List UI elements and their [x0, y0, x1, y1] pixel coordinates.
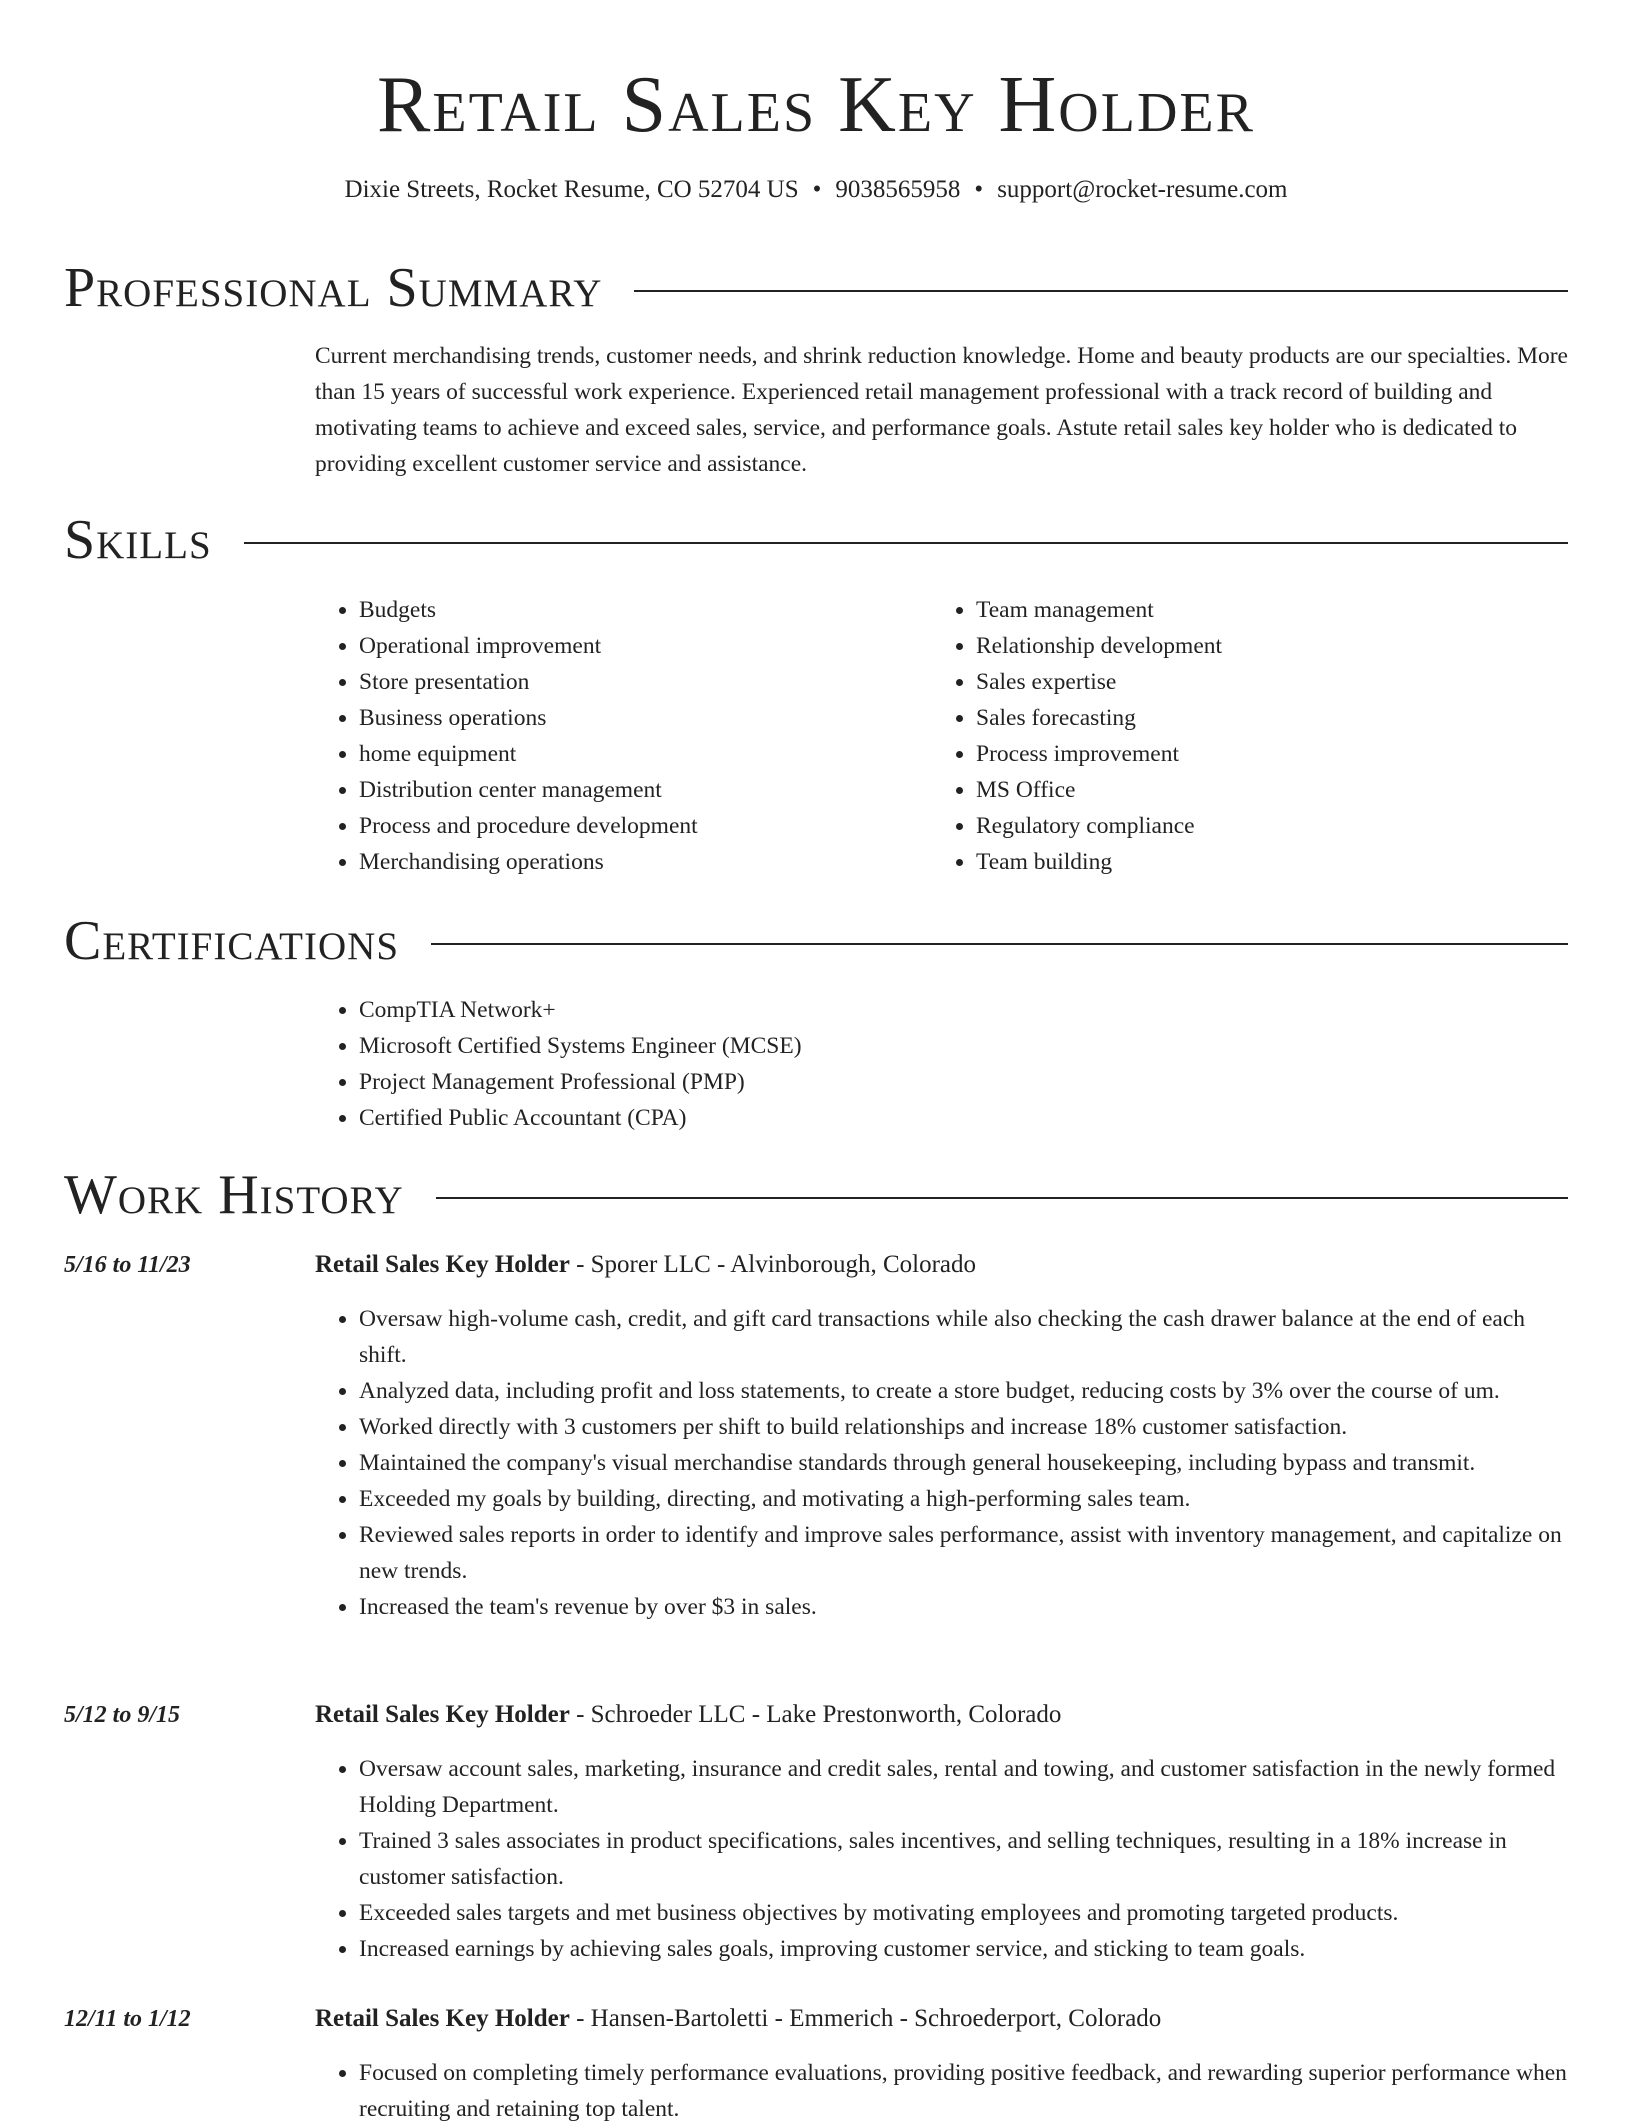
skill-item: • Operational improvement [359, 628, 915, 664]
contact-separator: • [974, 176, 984, 203]
contact-phone: 9038565958 [835, 176, 961, 203]
job-bullet-list [315, 2055, 1570, 2127]
section-divider [634, 290, 1568, 292]
candidate-name: Retail Sales Key Holder [377, 61, 1255, 149]
job-bullet-list [315, 1301, 1570, 1625]
work-history-section-title: Work History [64, 1164, 404, 1226]
job-bullet: • Exceeded sales targets and met business objectives by motivating employees and promoting targeted products. [359, 1895, 1570, 1931]
job-employer: - Schroeder LLC - Lake Prestonworth, Colorado [569, 1701, 1062, 1728]
job-bullet: • Focused on completing timely performance evaluations, providing positive feedback, and rewarding superior performance when recruiting and retaining top talent. [359, 2055, 1570, 2127]
section-divider [244, 542, 1568, 544]
skills-left-list [315, 592, 915, 880]
job-employer: - Hansen-Bartoletti - Emmerich - Schroederport, Colorado [569, 2005, 1162, 2032]
skill-item: • MS Office [976, 772, 1572, 808]
summary-section-header [64, 253, 1568, 323]
skill-item: • Process improvement [976, 736, 1572, 772]
job-bullets [315, 1751, 1570, 1967]
certifications-list [315, 992, 1570, 1136]
skill-item: • Regulatory compliance [976, 808, 1572, 844]
skill-item: • Budgets [359, 592, 915, 628]
job-heading [315, 1697, 1061, 1733]
summary-text: Current merchandising trends, customer needs, and shrink reduction knowledge. Home and beauty products are our specialties. More than 15 years of successful work experience. Experienced retail management professional with a track record of building and motivating teams to achieve and exceed sales, service, and performance goals. Astute retail sales key holder who is dedicated to providing excellent customer service and assistance. [315, 343, 1568, 477]
job-title: Retail Sales Key Holder [315, 1251, 570, 1278]
skills-section-title: Skills [64, 509, 212, 571]
job-bullet: • Oversaw account sales, marketing, insurance and credit sales, rental and towing, and customer satisfaction in the newly formed Holding Department. [359, 1751, 1570, 1823]
section-divider [436, 1197, 1568, 1199]
skill-item: • Merchandising operations [359, 844, 915, 880]
summary-section-title: Professional Summary [64, 257, 603, 319]
contact-separator: • [812, 176, 822, 203]
section-divider [431, 943, 1568, 945]
job-dates: 5/16 to 11/23 [64, 1252, 191, 1278]
job-bullet-list [315, 1751, 1570, 1967]
job-bullet: • Reviewed sales reports in order to identify and improve sales performance, assist with inventory management, and capitalize on new trends. [359, 1517, 1570, 1589]
work-history-section-header [64, 1160, 1568, 1230]
certifications-block [315, 992, 1570, 1136]
skill-item: • Relationship development [976, 628, 1572, 664]
skill-item: • Sales expertise [976, 664, 1572, 700]
skill-item: • home equipment [359, 736, 915, 772]
job-heading [315, 2001, 1161, 2037]
certification-item: • Microsoft Certified Systems Engineer (MCSE) [359, 1028, 1570, 1064]
contact-email: support@rocket-resume.com [997, 176, 1288, 203]
contact-line [0, 172, 1632, 208]
job-title: Retail Sales Key Holder [315, 1701, 570, 1728]
skill-item: • Process and procedure development [359, 808, 915, 844]
job-dates: 12/11 to 1/12 [64, 2006, 191, 2032]
job-bullet: • Maintained the company's visual merchandise standards through general housekeeping, including bypass and transmit. [359, 1445, 1570, 1481]
certifications-section-title: Certifications [64, 910, 400, 972]
skills-left-column [315, 592, 915, 880]
certification-item: • Project Management Professional (PMP) [359, 1064, 1570, 1100]
job-bullet: • Analyzed data, including profit and loss statements, to create a store budget, reducing costs by 3% over the course of um. [359, 1373, 1570, 1409]
certification-item: • Certified Public Accountant (CPA) [359, 1100, 1570, 1136]
job-employer: - Sporer LLC - Alvinborough, Colorado [569, 1251, 977, 1278]
skill-item: • Sales forecasting [976, 700, 1572, 736]
certification-item: • CompTIA Network+ [359, 992, 1570, 1028]
certifications-section-header [64, 906, 1568, 976]
skill-item: • Team building [976, 844, 1572, 880]
job-dates: 5/12 to 9/15 [64, 1702, 181, 1728]
job-heading [315, 1247, 976, 1283]
skill-item: • Distribution center management [359, 772, 915, 808]
skills-section-header [64, 505, 1568, 575]
job-bullet: • Exceeded my goals by building, directing, and motivating a high-performing sales team. [359, 1481, 1570, 1517]
skill-item: • Team management [976, 592, 1572, 628]
job-bullet: • Worked directly with 3 customers per shift to build relationships and increase 18% customer satisfaction. [359, 1409, 1570, 1445]
job-title: Retail Sales Key Holder [315, 2005, 570, 2032]
job-bullet: • Trained 3 sales associates in product specifications, sales incentives, and selling techniques, resulting in a 18% increase in customer satisfaction. [359, 1823, 1570, 1895]
job-bullet: • Oversaw high-volume cash, credit, and gift card transactions while also checking the cash drawer balance at the end of each shift. [359, 1301, 1570, 1373]
job-bullets [315, 1301, 1570, 1625]
skill-item: • Store presentation [359, 664, 915, 700]
job-bullet: • Increased earnings by achieving sales goals, improving customer service, and sticking to team goals. [359, 1931, 1570, 1967]
skills-right-list [932, 592, 1572, 880]
contact-address: Dixie Streets, Rocket Resume, CO 52704 US [344, 176, 799, 203]
skill-item: • Business operations [359, 700, 915, 736]
skills-right-column [932, 592, 1572, 880]
job-bullet: • Increased the team's revenue by over $3 in sales. [359, 1589, 1570, 1625]
job-bullets [315, 2055, 1570, 2127]
